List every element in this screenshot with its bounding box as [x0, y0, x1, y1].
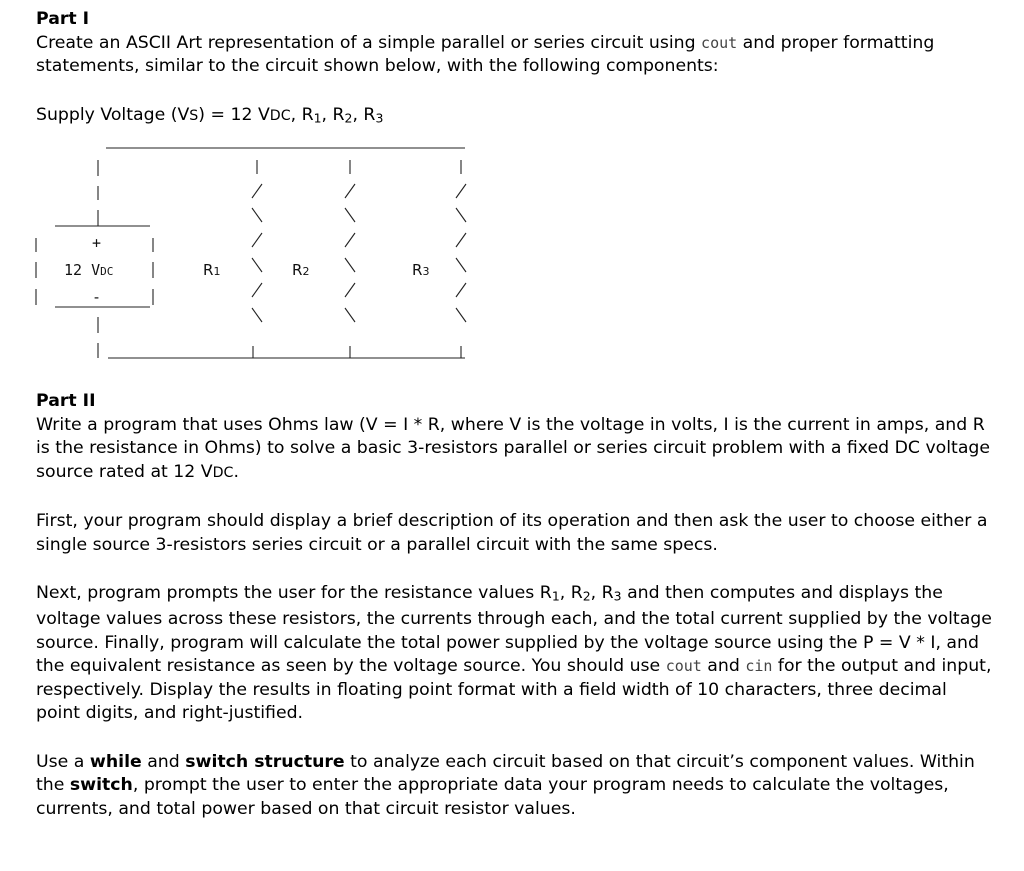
code-cout: cout: [701, 33, 738, 52]
part2-paragraph-3: Next, program prompts the user for the resistance values $R_1$, $R_2$, $R_3$ and then computes and displays the voltage values across these resistors, the currents through each, and the total current supplied by the voltage source. Finally, program will calculate the total power supplied by the voltage source using the P = V * I, and the equivalent resistance as seen by the voltage source. You should use cout and cin for the output and input, respectively. Display the results in floating point format with a field width of 10 characters, three decimal point digits, and right-justified.: [36, 583, 992, 724]
part2-section: [36, 390, 996, 821]
source-label: 12 VDC: [64, 261, 114, 279]
resistor-r3-zigzag: [456, 160, 466, 322]
minus-sign: -: [92, 288, 102, 306]
part1-intro: Create an ASCII Art representation of a simple parallel or series circuit using cout and proper formatting statements, similar to the circuit shown below, with the following components:: [36, 32, 935, 76]
part2-paragraph-1: Write a program that uses Ohms law (V = I * R, where V is the voltage in volts, I is the current in amps, and R is the resistance in Ohms) to solve a basic 3-resistors parallel or series circuit problem with a fixed DC voltage source rated at 12 VDC.: [36, 414, 991, 482]
resistor-r1-zigzag: [252, 160, 262, 322]
r1-label: R1: [203, 261, 221, 279]
plus-sign: +: [92, 234, 102, 252]
document-body: [36, 8, 996, 130]
part2-paragraph-2: First, your program should display a brief description of its operation and then ask the user to choose either a single source 3-resistors series circuit or a parallel circuit with the same specs.: [36, 511, 988, 555]
part2-paragraph-4: Use a while and switch structure to analyze each circuit based on that circuit’s component values. Within the switch, prompt the user to enter the appropriate data your program needs to calculate the voltages, currents, and total power based on that circuit resistor values.: [36, 751, 975, 819]
r2-label: R2: [292, 261, 310, 279]
r3-label: R3: [412, 261, 430, 279]
code-cin: cin: [745, 657, 773, 676]
resistor-r2-zigzag: [345, 160, 355, 322]
part2-heading: Part II: [36, 391, 96, 411]
supply-voltage-line: Supply Voltage (VS) = 12 VDC, $R_1$, $R_2$, $R_3$: [36, 104, 384, 126]
part1-heading: Part I: [36, 9, 90, 29]
code-cout-2: cout: [665, 657, 702, 676]
